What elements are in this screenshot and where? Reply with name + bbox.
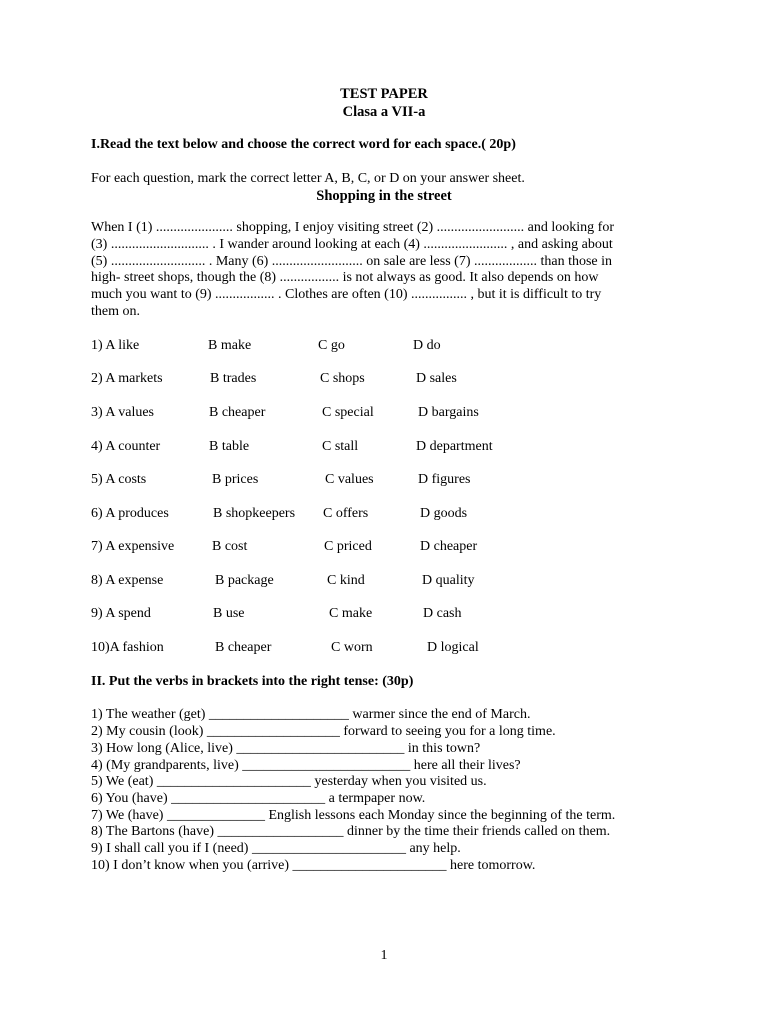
question-8-option-c: C kind bbox=[327, 573, 365, 588]
list-item: 10) I don’t know when you (arrive) ______________________ here tomorrow. bbox=[91, 858, 536, 873]
question-3-option-b: B cheaper bbox=[209, 405, 266, 420]
question-2-option-c: C shops bbox=[320, 371, 365, 386]
list-item: 9) I shall call you if I (need) ______________________ any help. bbox=[91, 841, 461, 856]
passage-line: high- street shops, though the (8) ................. is not always as good. It also depends on how bbox=[91, 270, 599, 286]
question-10-option-a: 10)A fashion bbox=[91, 640, 164, 655]
question-8-option-a: 8) A expense bbox=[91, 573, 164, 588]
question-3-option-a: 3) A values bbox=[91, 405, 154, 420]
question-9-option-a: 9) A spend bbox=[91, 606, 151, 621]
passage-line: (3) ............................ . I wander around looking at each (4) ........................ , and asking about bbox=[91, 236, 613, 252]
question-2-option-b: B trades bbox=[210, 371, 257, 386]
question-5-option-d: D figures bbox=[418, 472, 471, 487]
list-item: 4) (My grandparents, live) ________________________ here all their lives? bbox=[91, 758, 521, 773]
reading-passage bbox=[91, 220, 669, 321]
question-4-option-d: D department bbox=[416, 439, 493, 454]
question-1-option-c: C go bbox=[318, 338, 345, 353]
page-number: 1 bbox=[380, 948, 388, 963]
list-item: 2) My cousin (look) ___________________ forward to seeing you for a long time. bbox=[91, 724, 556, 739]
question-5-option-b: B prices bbox=[212, 472, 259, 487]
question-6-option-a: 6) A produces bbox=[91, 506, 169, 521]
question-10-option-d: D logical bbox=[427, 640, 479, 655]
question-8-option-d: D quality bbox=[422, 573, 475, 588]
list-item: 6) You (have) ______________________ a termpaper now. bbox=[91, 791, 426, 806]
passage-line: much you want to (9) ................. . Clothes are often (10) ................ , but it is difficult to try bbox=[91, 287, 602, 303]
question-2-option-d: D sales bbox=[416, 371, 457, 386]
question-6-option-d: D goods bbox=[420, 506, 468, 521]
list-item: 3) How long (Alice, live) ________________________ in this town? bbox=[91, 741, 481, 756]
list-item: 5) We (eat) ______________________ yesterday when you visited us. bbox=[91, 774, 487, 789]
passage-line: them on. bbox=[91, 303, 140, 319]
question-1-option-b: B make bbox=[208, 338, 252, 353]
question-5-option-c: C values bbox=[325, 472, 374, 487]
section2-heading: II. Put the verbs in brackets into the right tense: (30p) bbox=[91, 674, 414, 689]
question-6-option-c: C offers bbox=[323, 506, 369, 521]
question-9-option-c: C make bbox=[329, 606, 373, 621]
question-9-option-d: D cash bbox=[423, 606, 462, 621]
question-8-option-b: B package bbox=[215, 573, 274, 588]
question-7-option-a: 7) A expensive bbox=[91, 539, 175, 554]
question-10-option-b: B cheaper bbox=[215, 640, 272, 655]
question-7-option-d: D cheaper bbox=[420, 539, 478, 554]
question-2-option-a: 2) A markets bbox=[91, 371, 163, 386]
question-3-option-c: C special bbox=[322, 405, 374, 420]
section1-instruction: For each question, mark the correct letter A, B, C, or D on your answer sheet. bbox=[91, 171, 525, 186]
passage-line: (5) ........................... . Many (6) .......................... on sale are less (7) .................. than those in bbox=[91, 253, 613, 269]
question-10-option-c: C worn bbox=[331, 640, 373, 655]
list-item: 7) We (have) ______________ English lessons each Monday since the beginning of the term. bbox=[91, 808, 616, 823]
question-5-option-a: 5) A costs bbox=[91, 472, 147, 487]
question-3-option-d: D bargains bbox=[418, 405, 479, 420]
list-item: 1) The weather (get) ____________________ warmer since the end of March. bbox=[91, 707, 531, 722]
question-7-option-c: C priced bbox=[324, 539, 372, 554]
question-9-option-b: B use bbox=[213, 606, 245, 621]
section1-heading: I.Read the text below and choose the correct word for each space.( 20p) bbox=[91, 137, 516, 152]
page-title: TEST PAPER bbox=[340, 86, 428, 102]
reading-text-title: Shopping in the street bbox=[316, 188, 452, 204]
question-7-option-b: B cost bbox=[212, 539, 248, 554]
question-4-option-a: 4) A counter bbox=[91, 439, 161, 454]
question-1-option-d: D do bbox=[413, 338, 441, 353]
question-4-option-b: B table bbox=[209, 439, 250, 454]
question-1-option-a: 1) A like bbox=[91, 338, 140, 353]
class-subtitle: Clasa a VII-a bbox=[342, 104, 426, 120]
passage-line: When I (1) ...................... shopping, I enjoy visiting street (2) ......................... and looking for bbox=[91, 220, 614, 235]
question-4-option-c: C stall bbox=[322, 439, 359, 454]
question-6-option-b: B shopkeepers bbox=[213, 506, 296, 521]
list-item: 8) The Bartons (have) __________________ dinner by the time their friends called on them. bbox=[91, 824, 611, 839]
